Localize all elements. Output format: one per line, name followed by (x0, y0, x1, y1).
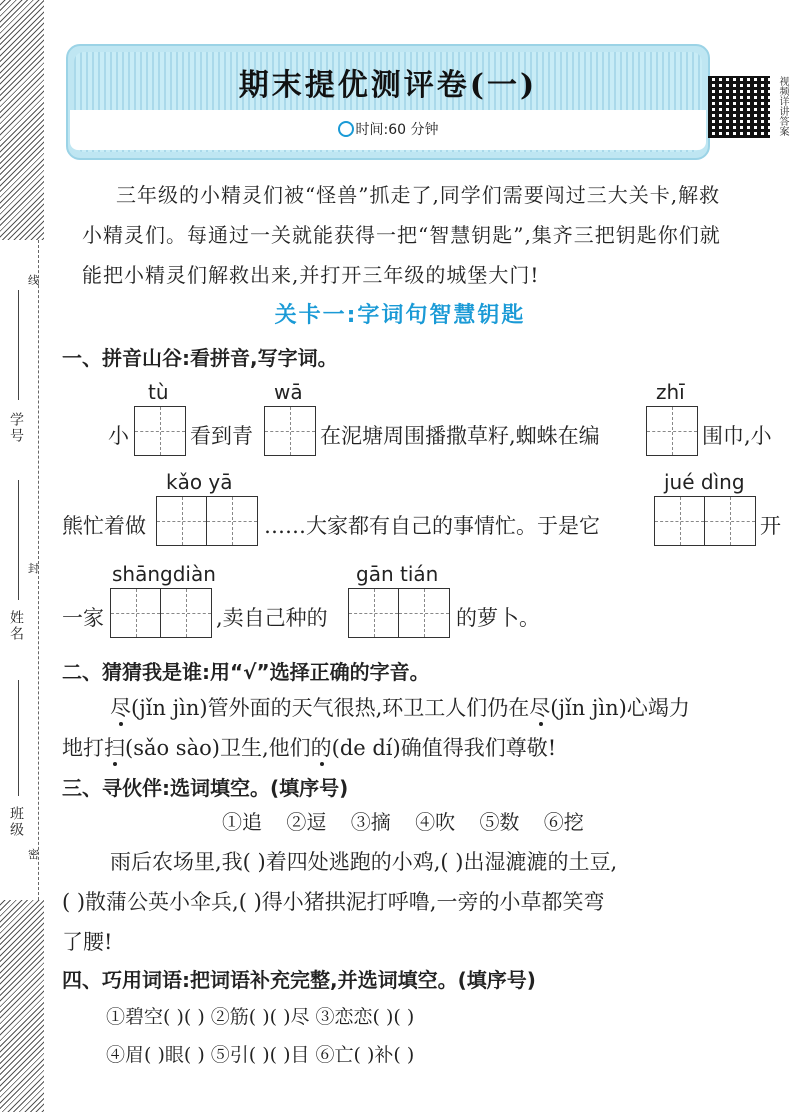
dotted-char-de: 的 (310, 736, 332, 760)
answer-box-jueding[interactable] (654, 496, 756, 546)
cut-mark-bottom: 密 (28, 848, 39, 861)
pinyin-jueding: jué dìng (664, 470, 745, 494)
q2-text-5: (de dí)确值得我们尊敬! (331, 736, 557, 760)
qr-code[interactable] (708, 76, 788, 156)
pinyin-gantian: gān tián (356, 562, 439, 586)
row1-text-b: 看到青 (190, 424, 253, 448)
dotted-char-jin-1: 尽 (110, 696, 131, 720)
exam-title: 期末提优测评卷(一) (238, 68, 538, 103)
time-limit: 时间:60 分钟 (355, 122, 439, 138)
row1-text-c: 在泥塘周围播撒草籽,蜘蛛在编 (320, 424, 600, 448)
row1-text-d: 围巾,小 (702, 424, 772, 448)
title-banner (66, 44, 710, 160)
class-label: 班级 (8, 806, 24, 838)
option-5: ⑤数 (479, 810, 520, 834)
question-2-line-2 (62, 732, 556, 762)
option-6: ⑥挖 (543, 810, 584, 834)
dotted-char-sao: 扫 (104, 736, 125, 760)
answer-box-wa[interactable] (264, 406, 316, 456)
q2-text-2: (jǐn jìn)心竭力 (550, 696, 690, 720)
q2-text-1: (jǐn jìn)管外面的天气很热,环卫工人们仍在 (131, 696, 530, 720)
word-options (222, 806, 602, 835)
row3-text-c: 的萝卜。 (456, 606, 540, 630)
pinyin-zhi: zhī (656, 380, 685, 404)
question-3-line-3: 了腰! (62, 930, 113, 954)
binding-hatch-bottom (0, 900, 44, 1112)
pinyin-wa: wā (274, 380, 303, 404)
binding-hatch-top (0, 0, 44, 240)
q2-text-4: (sǎo sào)卫生,他们 (125, 736, 311, 760)
q2-text-3: 地打 (62, 736, 104, 760)
student-number-label: 学号 (8, 412, 24, 444)
row1-text-a: 小 (108, 424, 129, 448)
class-blank[interactable] (18, 680, 19, 796)
row2-text-c: 开 (760, 514, 781, 538)
option-2: ②逗 (286, 810, 327, 834)
question-4-line-2[interactable]: ④眉( )眼( ) ⑤引( )( )目 ⑥亡( )补( ) (106, 1044, 415, 1066)
intro-line-1: 三年级的小精灵们被“怪兽”抓走了,同学们需要闯过三大关卡,解救 (116, 183, 721, 207)
student-name-blank[interactable] (18, 480, 19, 600)
question-3-line-2[interactable]: ( )散蒲公英小伞兵,( )得小猪拱泥打呼噜,一旁的小草都笑弯 (62, 890, 605, 914)
question-3-line-1[interactable]: 雨后农场里,我( )着四处逃跑的小鸡,( )出湿漉漉的土豆, (110, 850, 618, 874)
section-title: 关卡一:字词句智慧钥匙 (274, 303, 526, 328)
pinyin-shangdian: shāngdiàn (112, 562, 216, 586)
time-bar (70, 110, 706, 150)
question-3-heading: 三、寻伙伴:选词填空。(填序号) (62, 776, 349, 800)
answer-box-kaoya[interactable] (156, 496, 258, 546)
question-2-line-1 (110, 692, 690, 722)
intro-line-3: 能把小精灵们解救出来,并打开三年级的城堡大门! (82, 263, 540, 287)
qr-caption: 视频详讲答案 (777, 76, 788, 136)
row2-text-b: ……大家都有自己的事情忙。于是它 (264, 514, 600, 538)
row3-text-b: ,卖自己种的 (216, 606, 328, 630)
row2-text-a: 熊忙着做 (62, 514, 146, 538)
answer-box-shangdian[interactable] (110, 588, 212, 638)
dotted-char-jin-2: 尽 (529, 696, 551, 720)
answer-box-gantian[interactable] (348, 588, 450, 638)
question-4-heading: 四、巧用词语:把词语补充完整,并选词填空。(填序号) (62, 968, 536, 992)
question-4-line-1[interactable]: ①碧空( )( ) ②筋( )( )尽 ③恋恋( )( ) (106, 1006, 415, 1028)
answer-box-zhi[interactable] (646, 406, 698, 456)
row3-text-a: 一家 (62, 606, 104, 630)
student-name-label: 姓名 (8, 610, 24, 642)
pinyin-kaoya: kǎo yā (166, 470, 233, 494)
question-2-heading: 二、猜猜我是谁:用“√”选择正确的字音。 (62, 660, 430, 684)
question-1-heading: 一、拼音山谷:看拼音,写字词。 (62, 346, 338, 370)
pinyin-tu: tù (148, 380, 169, 404)
intro-line-2: 小精灵们。每通过一关就能获得一把“智慧钥匙”,集齐三把钥匙你们就 (82, 223, 721, 247)
qr-code-icon (708, 76, 770, 138)
clock-icon (338, 121, 354, 137)
option-1: ①追 (222, 810, 262, 834)
cut-mark-mid: 封 (28, 562, 39, 575)
cut-mark-top: 线 (28, 274, 39, 287)
option-4: ④吹 (415, 810, 456, 834)
answer-box-tu[interactable] (134, 406, 186, 456)
option-3: ③摘 (350, 810, 391, 834)
